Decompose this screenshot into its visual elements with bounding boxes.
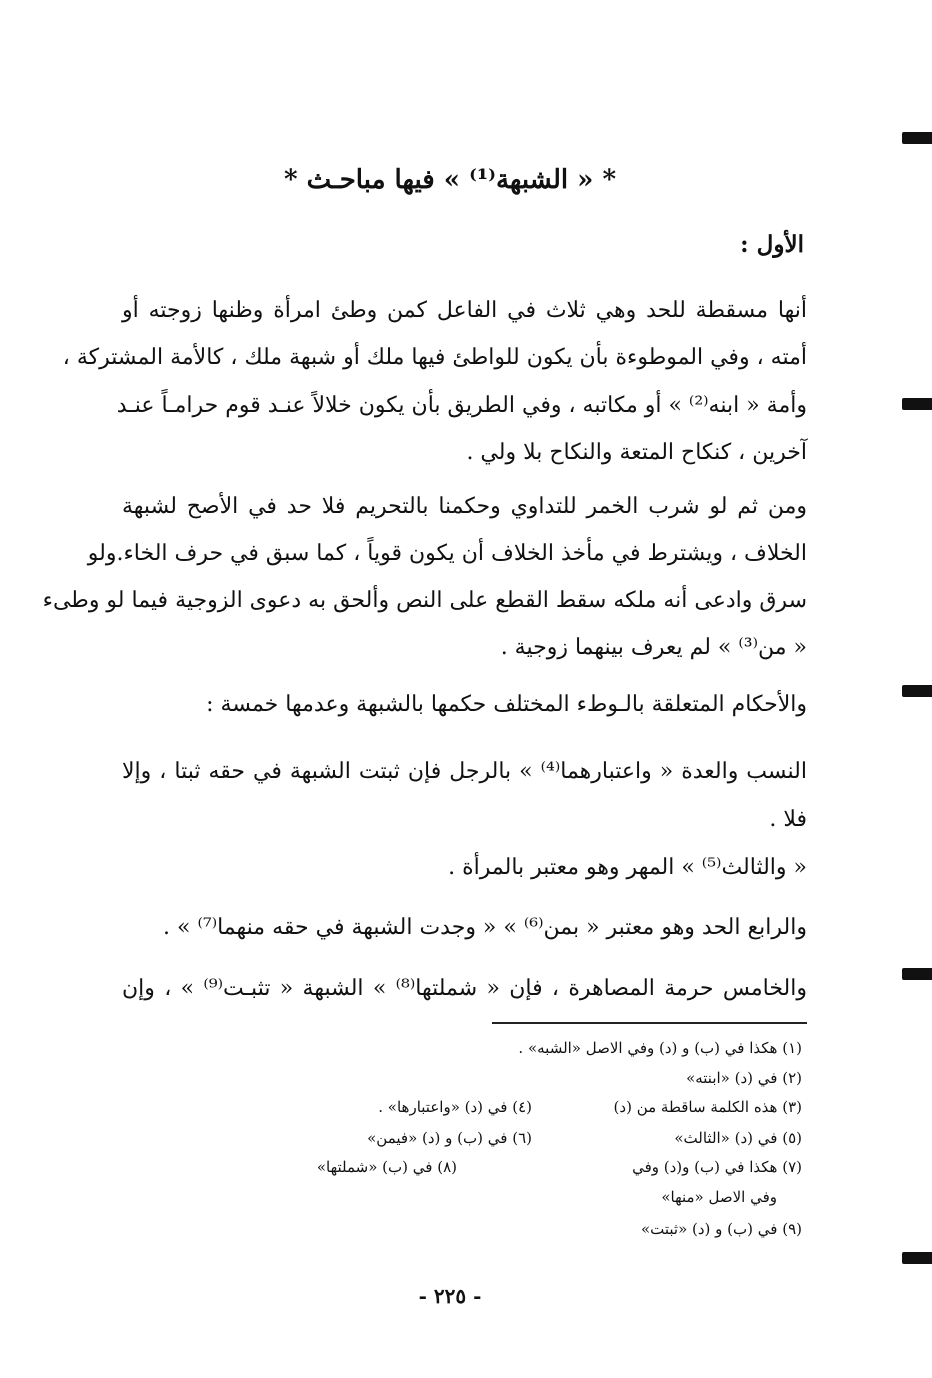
body-line: وأمة « ابنه⁽²⁾ » أو مكاتبه ، وفي الطريق بأن يكون خلالاً عنـد قوم حرامـاً عنـد bbox=[116, 393, 807, 418]
scan-edge-mark bbox=[902, 1252, 932, 1264]
footnote: (٣) هذه الكلمة ساقطة من (د) bbox=[613, 1098, 802, 1116]
footnote: (٨) في (ب) «شملتها» bbox=[316, 1158, 457, 1176]
body-line: أمته ، وفي الموطوءة بأن يكون للواطئ فيها ملك أو شبهة ملك ، كالأمة المشتركة ، bbox=[62, 345, 807, 370]
scan-edge-mark bbox=[902, 398, 932, 410]
footnote-divider bbox=[492, 1022, 807, 1024]
body-line: سرق وادعى أنه ملكه سقط القطع على النص وألحق به دعوى الزوجية فيما لو وطىء bbox=[42, 588, 807, 613]
body-line: « والثالث⁽⁵⁾ » المهر وهو معتبر بالمرأة . bbox=[448, 855, 807, 880]
body-line: النسب والعدة « واعتبارهما⁽⁴⁾ » بالرجل فإن ثبتت الشبهة في حقه ثبتا ، وإلا bbox=[122, 759, 807, 784]
footnote: (٦) في (ب) و (د) «فيمن» bbox=[367, 1129, 532, 1147]
footnote: (٥) في (د) «الثالث» bbox=[674, 1129, 802, 1147]
footnote: (٧) هكذا في (ب) و(د) وفي bbox=[632, 1158, 802, 1176]
body-line: آخرين ، كنكاح المتعة والنكاح بلا ولي . bbox=[466, 440, 807, 465]
scan-edge-mark bbox=[902, 968, 932, 980]
footnote: (٤) في (د) «واعتبارها» . bbox=[378, 1098, 532, 1116]
page-number: - ٢٢٥ - bbox=[418, 1284, 482, 1308]
body-line: أنها مسقطة للحد وهي ثلاث في الفاعل كمن وطئ امرأة وظنها زوجته أو bbox=[122, 298, 807, 323]
section-title: * « الشبهة⁽¹⁾ » فيها مباحـث * bbox=[283, 165, 617, 195]
body-line: فلا . bbox=[769, 807, 807, 832]
footnote: وفي الاصل «منها» bbox=[661, 1188, 777, 1206]
scan-edge-mark bbox=[902, 685, 932, 697]
body-line: والخامس حرمة المصاهرة ، فإن « شملتها⁽⁸⁾ » الشبهة « تثبـت⁽⁹⁾ » ، وإن bbox=[122, 976, 807, 1001]
body-line: ومن ثم لو شرب الخمر للتداوي وحكمنا بالتحريم فلا حد في الأصح لشبهة bbox=[122, 494, 807, 519]
body-line: والرابع الحد وهو معتبر « بمن⁽⁶⁾ » « وجدت الشبهة في حقه منهما⁽⁷⁾ » . bbox=[163, 915, 807, 940]
subsection-heading: الأول : bbox=[740, 231, 804, 258]
scan-edge-mark bbox=[902, 132, 932, 144]
footnote: (٢) في (د) «ابنته» bbox=[686, 1069, 802, 1087]
body-line: الخلاف ، ويشترط في مأخذ الخلاف أن يكون قوياً ، كما سبق في حرف الخاء.ولو bbox=[87, 541, 807, 566]
footnote: (٩) في (ب) و (د) «ثبتت» bbox=[640, 1220, 802, 1238]
body-line: « من⁽³⁾ » لم يعرف بينهما زوجية . bbox=[500, 635, 807, 660]
footnote: (١) هكذا في (ب) و (د) وفي الاصل «الشبه» . bbox=[518, 1039, 802, 1057]
body-line: والأحكام المتعلقة بالـوطء المختلف حكمها بالشبهة وعدمها خمسة : bbox=[206, 692, 807, 717]
